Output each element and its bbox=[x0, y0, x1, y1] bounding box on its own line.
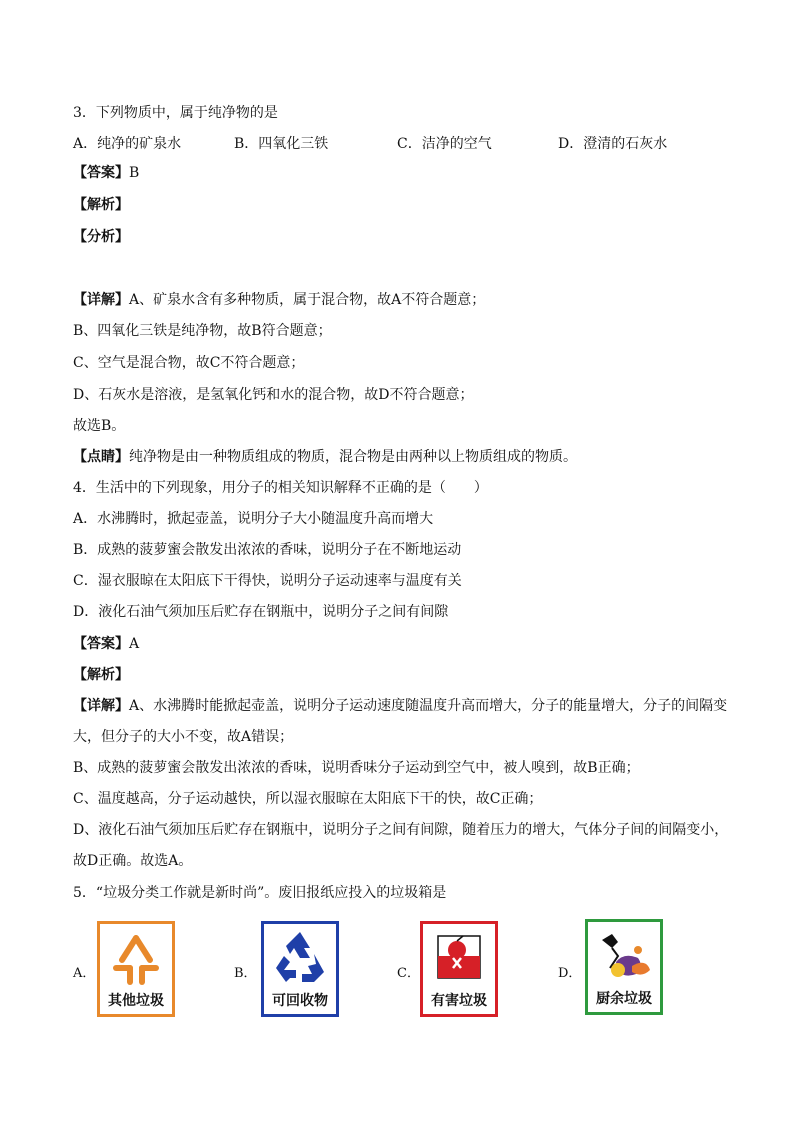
detail-text: A、矿泉水含有多种物质，属于混合物，故A不符合题意； bbox=[129, 292, 486, 308]
hazardous-waste-caption: 有害垃圾 bbox=[431, 993, 487, 1009]
q4-detail-line: 大，但分子的大小不变，故A错误； bbox=[73, 729, 294, 745]
q4-detail-line: C、温度越高，分子运动越快，所以湿衣服晾在太阳底下干的快，故C正确； bbox=[73, 791, 543, 807]
q4-detail-line bbox=[73, 696, 727, 716]
q3-option-b: B．四氧化三铁 bbox=[234, 136, 329, 152]
q3-detail-line: D、石灰水是溶液，是氢氧化钙和水的混合物，故D不符合题意； bbox=[73, 387, 474, 403]
q4-option-b: B．成熟的菠萝蜜会散发出浓浓的香味，说明分子在不断地运动 bbox=[73, 542, 462, 558]
q4-analysis-tag: 【解析】 bbox=[73, 667, 129, 683]
q3-analysis-tag: 【解析】 bbox=[73, 197, 129, 213]
other-waste-caption: 其他垃圾 bbox=[108, 993, 164, 1009]
answer-value: B bbox=[129, 165, 140, 181]
q3-detail-line: 故选B。 bbox=[73, 418, 126, 434]
q4-detail-line: B、成熟的菠萝蜜会散发出浓浓的香味，说明香味分子运动到空气中，被人嗅到，故B正确； bbox=[73, 760, 640, 776]
food-waste-icon bbox=[588, 922, 660, 992]
answer-tag: 【答案】 bbox=[73, 636, 129, 652]
q3-option-d: D．澄清的石灰水 bbox=[558, 136, 668, 152]
q4-option-a: A．水沸腾时，掀起壶盖，说明分子大小随温度升高而增大 bbox=[73, 511, 434, 527]
hazardous-waste-bin bbox=[420, 921, 498, 1017]
q4-answer bbox=[73, 634, 139, 654]
q3-stem: 3．下列物质中，属于纯净物的是 bbox=[73, 105, 278, 121]
other-waste-bin bbox=[97, 921, 175, 1017]
q5-option-c-letter: C． bbox=[397, 966, 420, 981]
q3-detail-line: B、四氧化三铁是纯净物，故B符合题意； bbox=[73, 323, 332, 339]
hazardous-icon bbox=[423, 924, 495, 994]
other-waste-icon bbox=[100, 924, 172, 994]
answer-value: A bbox=[129, 636, 140, 652]
detail-tag: 【详解】 bbox=[73, 698, 129, 714]
q3-option-c: C．洁净的空气 bbox=[397, 136, 492, 152]
kitchen-waste-caption: 厨余垃圾 bbox=[596, 991, 652, 1007]
q3-point bbox=[73, 447, 577, 467]
q3-detail-line: C、空气是混合物，故C不符合题意； bbox=[73, 355, 305, 371]
detail-tag: 【详解】 bbox=[73, 292, 129, 308]
q5-option-b-letter: B． bbox=[234, 966, 257, 981]
recyclable-caption: 可回收物 bbox=[272, 993, 328, 1009]
q4-detail-line: D、液化石油气须加压后贮存在钢瓶中，说明分子之间有间隙，随着压力的增大，气体分子间的间隔变小， bbox=[73, 822, 729, 838]
q5-option-a-letter: A． bbox=[73, 966, 96, 981]
recyclable-bin bbox=[261, 921, 339, 1017]
q3-answer bbox=[73, 163, 139, 183]
q5-stem: 5．“垃圾分类工作就是新时尚”。废旧报纸应投入的垃圾箱是 bbox=[73, 885, 447, 901]
q3-option-a: A．纯净的矿泉水 bbox=[73, 136, 182, 152]
q4-option-d: D．液化石油气须加压后贮存在钢瓶中，说明分子之间有间隙 bbox=[73, 604, 449, 620]
kitchen-waste-bin bbox=[585, 919, 663, 1015]
q3-fenxi-tag: 【分析】 bbox=[73, 229, 129, 245]
q4-detail-line: 故D正确。故选A。 bbox=[73, 853, 193, 869]
recycle-icon bbox=[264, 924, 336, 994]
q4-option-c: C．湿衣服晾在太阳底下干得快，说明分子运动速率与温度有关 bbox=[73, 573, 462, 589]
q4-stem: 4．生活中的下列现象，用分子的相关知识解释不正确的是（ ） bbox=[73, 480, 488, 496]
q5-option-d-letter: D． bbox=[558, 966, 582, 981]
detail-text: A、水沸腾时能掀起壶盖，说明分子运动速度随温度升高而增大，分子的能量增大，分子的间隔变 bbox=[129, 698, 728, 714]
q3-detail-line bbox=[73, 290, 485, 310]
point-tag: 【点睛】 bbox=[73, 449, 129, 465]
answer-tag: 【答案】 bbox=[73, 165, 129, 181]
point-text: 纯净物是由一种物质组成的物质，混合物是由两种以上物质组成的物质。 bbox=[129, 449, 577, 465]
